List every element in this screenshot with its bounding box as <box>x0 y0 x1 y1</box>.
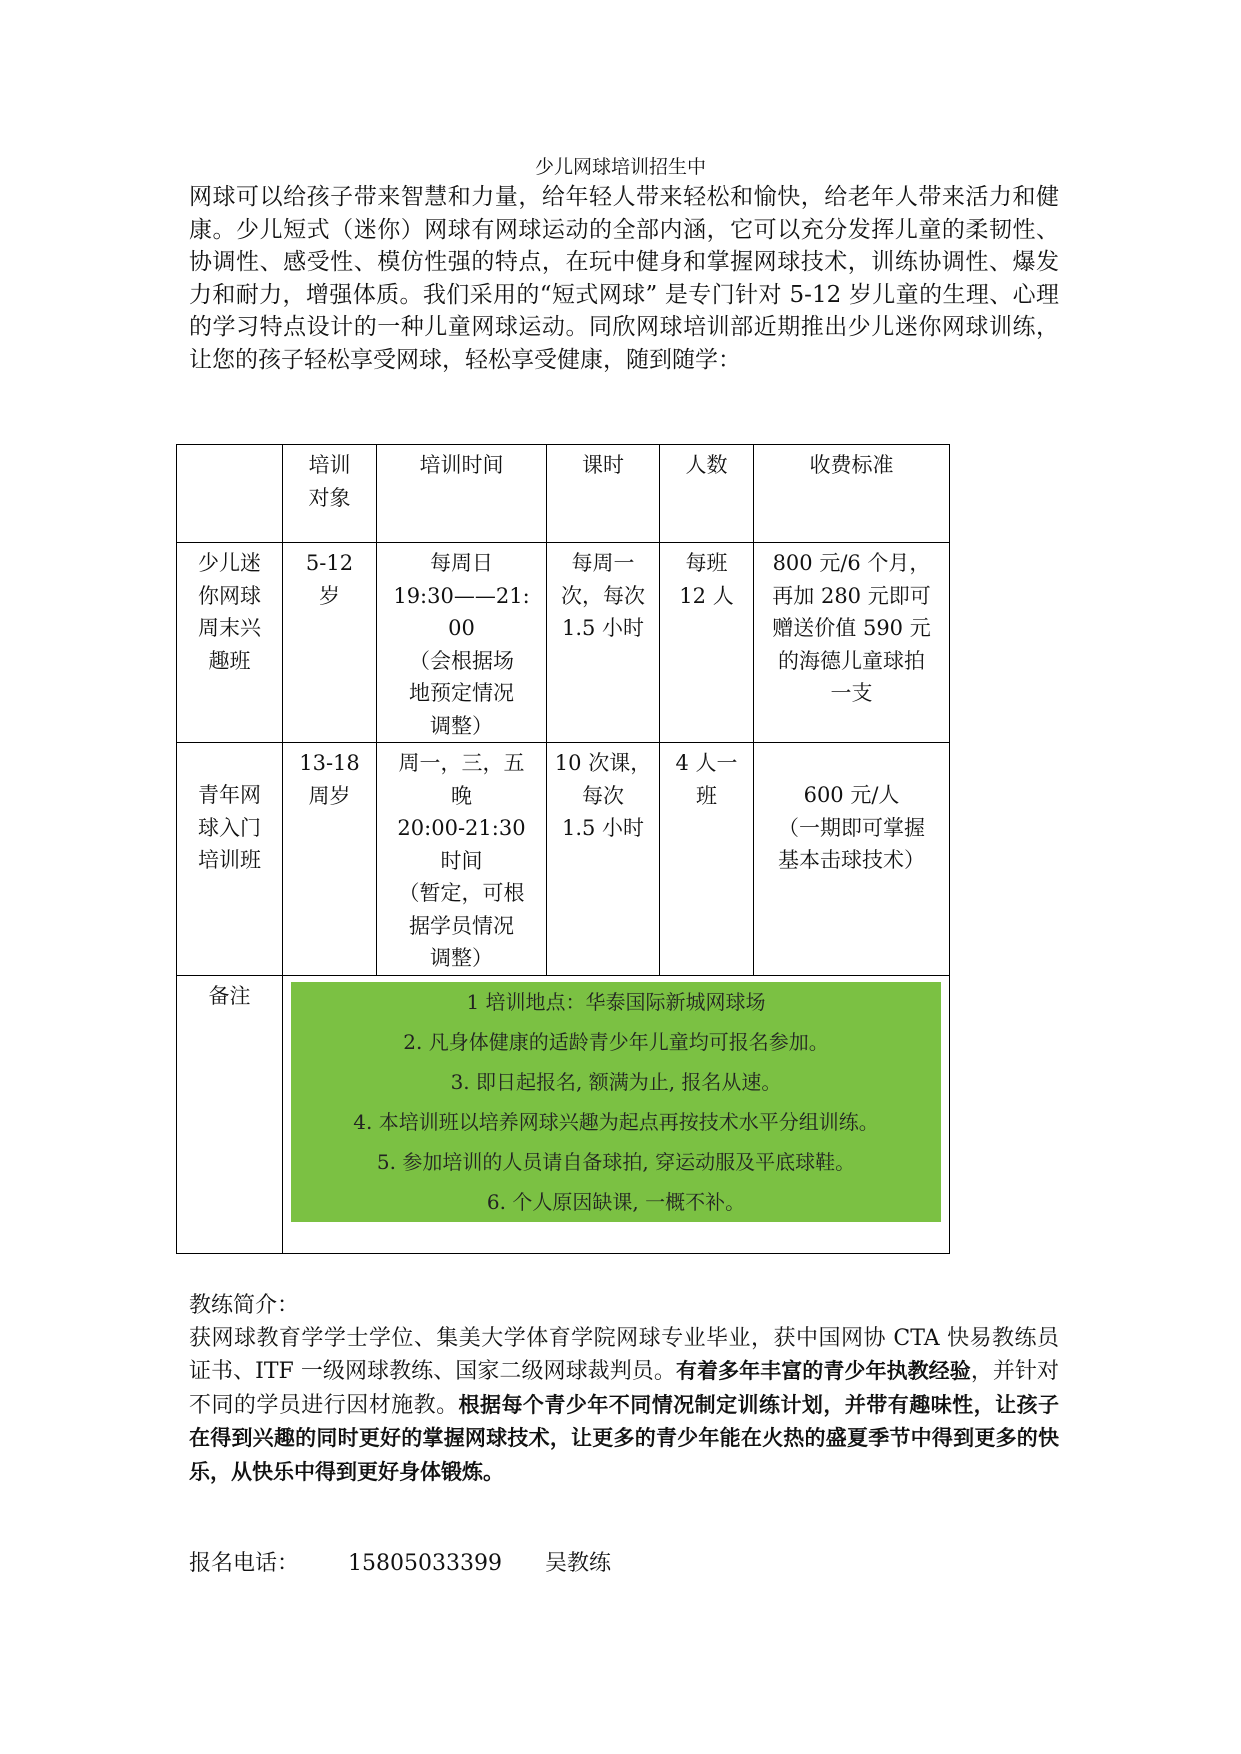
row2-hours <box>547 743 660 976</box>
row2-hours-line: 10 次课， <box>554 751 652 775</box>
row1-time <box>377 543 547 743</box>
intro-paragraph <box>189 181 1059 376</box>
note-item: 3. 即日起报名, 额满为止, 报名从速。 <box>450 1069 782 1094</box>
header-people-text: 人数 <box>685 453 728 477</box>
table-header-row <box>177 445 950 543</box>
page-title: 少儿网球培训招生中 <box>534 156 706 178</box>
row1-fee-line: 再加 280 元即可 <box>772 583 931 608</box>
schedule-table <box>176 444 950 1254</box>
row1-time-line: 19:30——21: <box>393 583 530 608</box>
row2-time-line: 晚 <box>451 783 472 808</box>
row2-time-line: 20:00-21:30 <box>397 816 526 840</box>
coach-heading: 教练简介： <box>189 1293 300 1318</box>
contact-label: 报名电话： <box>189 1551 300 1576</box>
note-item: 1 培训地点：华泰国际新城网球场 <box>466 989 766 1014</box>
notes-label <box>177 975 283 1253</box>
coach-intro <box>189 1290 1059 1489</box>
contact-line <box>189 1546 611 1577</box>
row2-name-line: 青年网 <box>198 783 261 807</box>
row1-people-line: 每班 <box>685 551 728 575</box>
row1-hours-line: 1.5 小时 <box>561 616 645 640</box>
row1-fee-line: 的海德儿童球拍 <box>778 648 925 673</box>
row2-time-line: 时间 <box>440 848 483 873</box>
row1-target <box>283 543 377 743</box>
row2-fee <box>754 743 950 976</box>
row1-hours-line: 每周一 <box>571 551 635 575</box>
row1-time-line: 调整） <box>430 713 493 738</box>
contact-person: 吴教练 <box>545 1551 612 1576</box>
row2-fee-line: 600 元/人 <box>803 783 900 807</box>
header-hours <box>547 445 660 543</box>
contact-phone[interactable]: 15805033399 <box>348 1551 502 1576</box>
row1-name-line: 周末兴 <box>198 616 261 640</box>
row2-fee-line: 基本击球技术） <box>778 848 925 872</box>
row2-time-line: 据学员情况 <box>409 913 514 938</box>
row2-name-line: 球入门 <box>198 815 261 840</box>
row2-people-line: 4 人一 <box>675 751 738 775</box>
row2-target <box>283 743 377 976</box>
row1-name-line: 趣班 <box>208 648 251 673</box>
notes-label-text: 备注 <box>208 983 251 1008</box>
row1-name-line: 少儿迷 <box>198 551 261 575</box>
notes-highlight-box <box>291 982 941 1222</box>
row2-hours-line: 1.5 小时 <box>561 816 645 840</box>
row1-time-line: 地预定情况 <box>409 681 514 705</box>
coach-body <box>189 1323 1059 1490</box>
row2-time-line: 调整） <box>430 946 493 970</box>
row1-fee-line: 一支 <box>830 681 873 705</box>
row1-target-line: 5-12 <box>305 551 354 575</box>
note-item: 4. 本培训班以培养网球兴趣为起点再按技术水平分组训练。 <box>353 1109 879 1134</box>
row2-time-line: 周一，三，五 <box>398 751 525 775</box>
header-fee <box>754 445 950 543</box>
header-people <box>660 445 754 543</box>
row1-target-line: 岁 <box>319 583 340 608</box>
row2-target-line: 周岁 <box>308 783 351 808</box>
intro-text-2: “短式网球” 是专门针对 5-12 岁儿童的生理、心理的学习特点设计的一种儿童网球运动。同欣网球培训部近期推出少儿迷你网球训练，让您的孩子轻松享受网球，轻松享受健康，随到随学： <box>189 281 1059 373</box>
row2-people <box>660 743 754 976</box>
row1-time-line: 00 <box>448 616 475 640</box>
row1-fee <box>754 543 950 743</box>
table-row <box>177 743 950 976</box>
row2-time <box>377 743 547 976</box>
header-empty <box>177 445 283 543</box>
row2-time-line: （暂定，可根 <box>398 881 525 905</box>
row1-hours <box>547 543 660 743</box>
header-target-text: 培训 对象 <box>308 453 351 510</box>
row1-people-line: 12 人 <box>679 583 734 608</box>
coach-bold-2: 根据每个青少年不同情况制定训练计划，并带有趣味性，让孩子在得到兴趣的同时更好的掌握网球技术，让更多的青少年能在火热的盛夏季节中得到更多的快乐，从快乐中得到更好身体锻炼。 <box>189 1392 1059 1484</box>
row2-name <box>177 743 283 976</box>
row1-hours-line: 次，每次 <box>561 583 645 608</box>
row1-people <box>660 543 754 743</box>
row2-fee-line: （一期即可掌握 <box>778 815 925 840</box>
table-row <box>177 543 950 743</box>
notes-cell <box>283 975 950 1253</box>
header-time <box>377 445 547 543</box>
row1-fee-line: 赠送价值 590 元 <box>772 616 931 640</box>
note-item: 6. 个人原因缺课, 一概不补。 <box>486 1189 746 1214</box>
row2-hours-line: 每次 <box>582 783 624 808</box>
header-target <box>283 445 377 543</box>
row2-target-line: 13-18 <box>299 751 360 775</box>
row2-people-line: 班 <box>696 783 717 808</box>
header-hours-text: 课时 <box>582 453 624 477</box>
row1-name <box>177 543 283 743</box>
row1-fee-line: 800 元/6 个月， <box>772 551 931 575</box>
row1-time-line: （会根据场 <box>409 648 514 673</box>
intro-text-1: 网球可以给孩子带来智慧和力量，给年轻人带来轻松和愉快，给老年人带来活力和健康。少儿短式（迷你）网球有网球运动的全部内涵，它可以充分发挥儿童的柔韧性、协调性、感受性、模仿性强的特点，在玩中健身和掌握网球技术，训练协调性、爆发力和耐力，增强体质。我们采用的 <box>189 184 1059 308</box>
row2-name-line: 培训班 <box>198 848 261 872</box>
notes-row <box>177 975 950 1253</box>
row1-name-line: 你网球 <box>198 583 261 608</box>
note-item: 2. 凡身体健康的适龄青少年儿童均可报名参加。 <box>403 1029 829 1054</box>
note-item: 5. 参加培训的人员请自备球拍, 穿运动服及平底球鞋。 <box>376 1149 856 1174</box>
coach-text-1: 获网球教育学学士学位、集美大学体育学院网球专业毕业，获中国网协 CTA 快易教练员证书、ITF 一级网球教练、国家二级网球裁判员。 <box>189 1325 1059 1384</box>
header-fee-text: 收费标准 <box>809 453 894 477</box>
row1-time-line: 每周日 <box>430 551 493 575</box>
header-time-text: 培训时间 <box>419 453 504 477</box>
coach-bold-1: 有着多年丰富的青少年执教经验 <box>675 1359 971 1383</box>
coach-text-2: ，并针对不同的学员进行因材施教。 <box>189 1359 1059 1418</box>
